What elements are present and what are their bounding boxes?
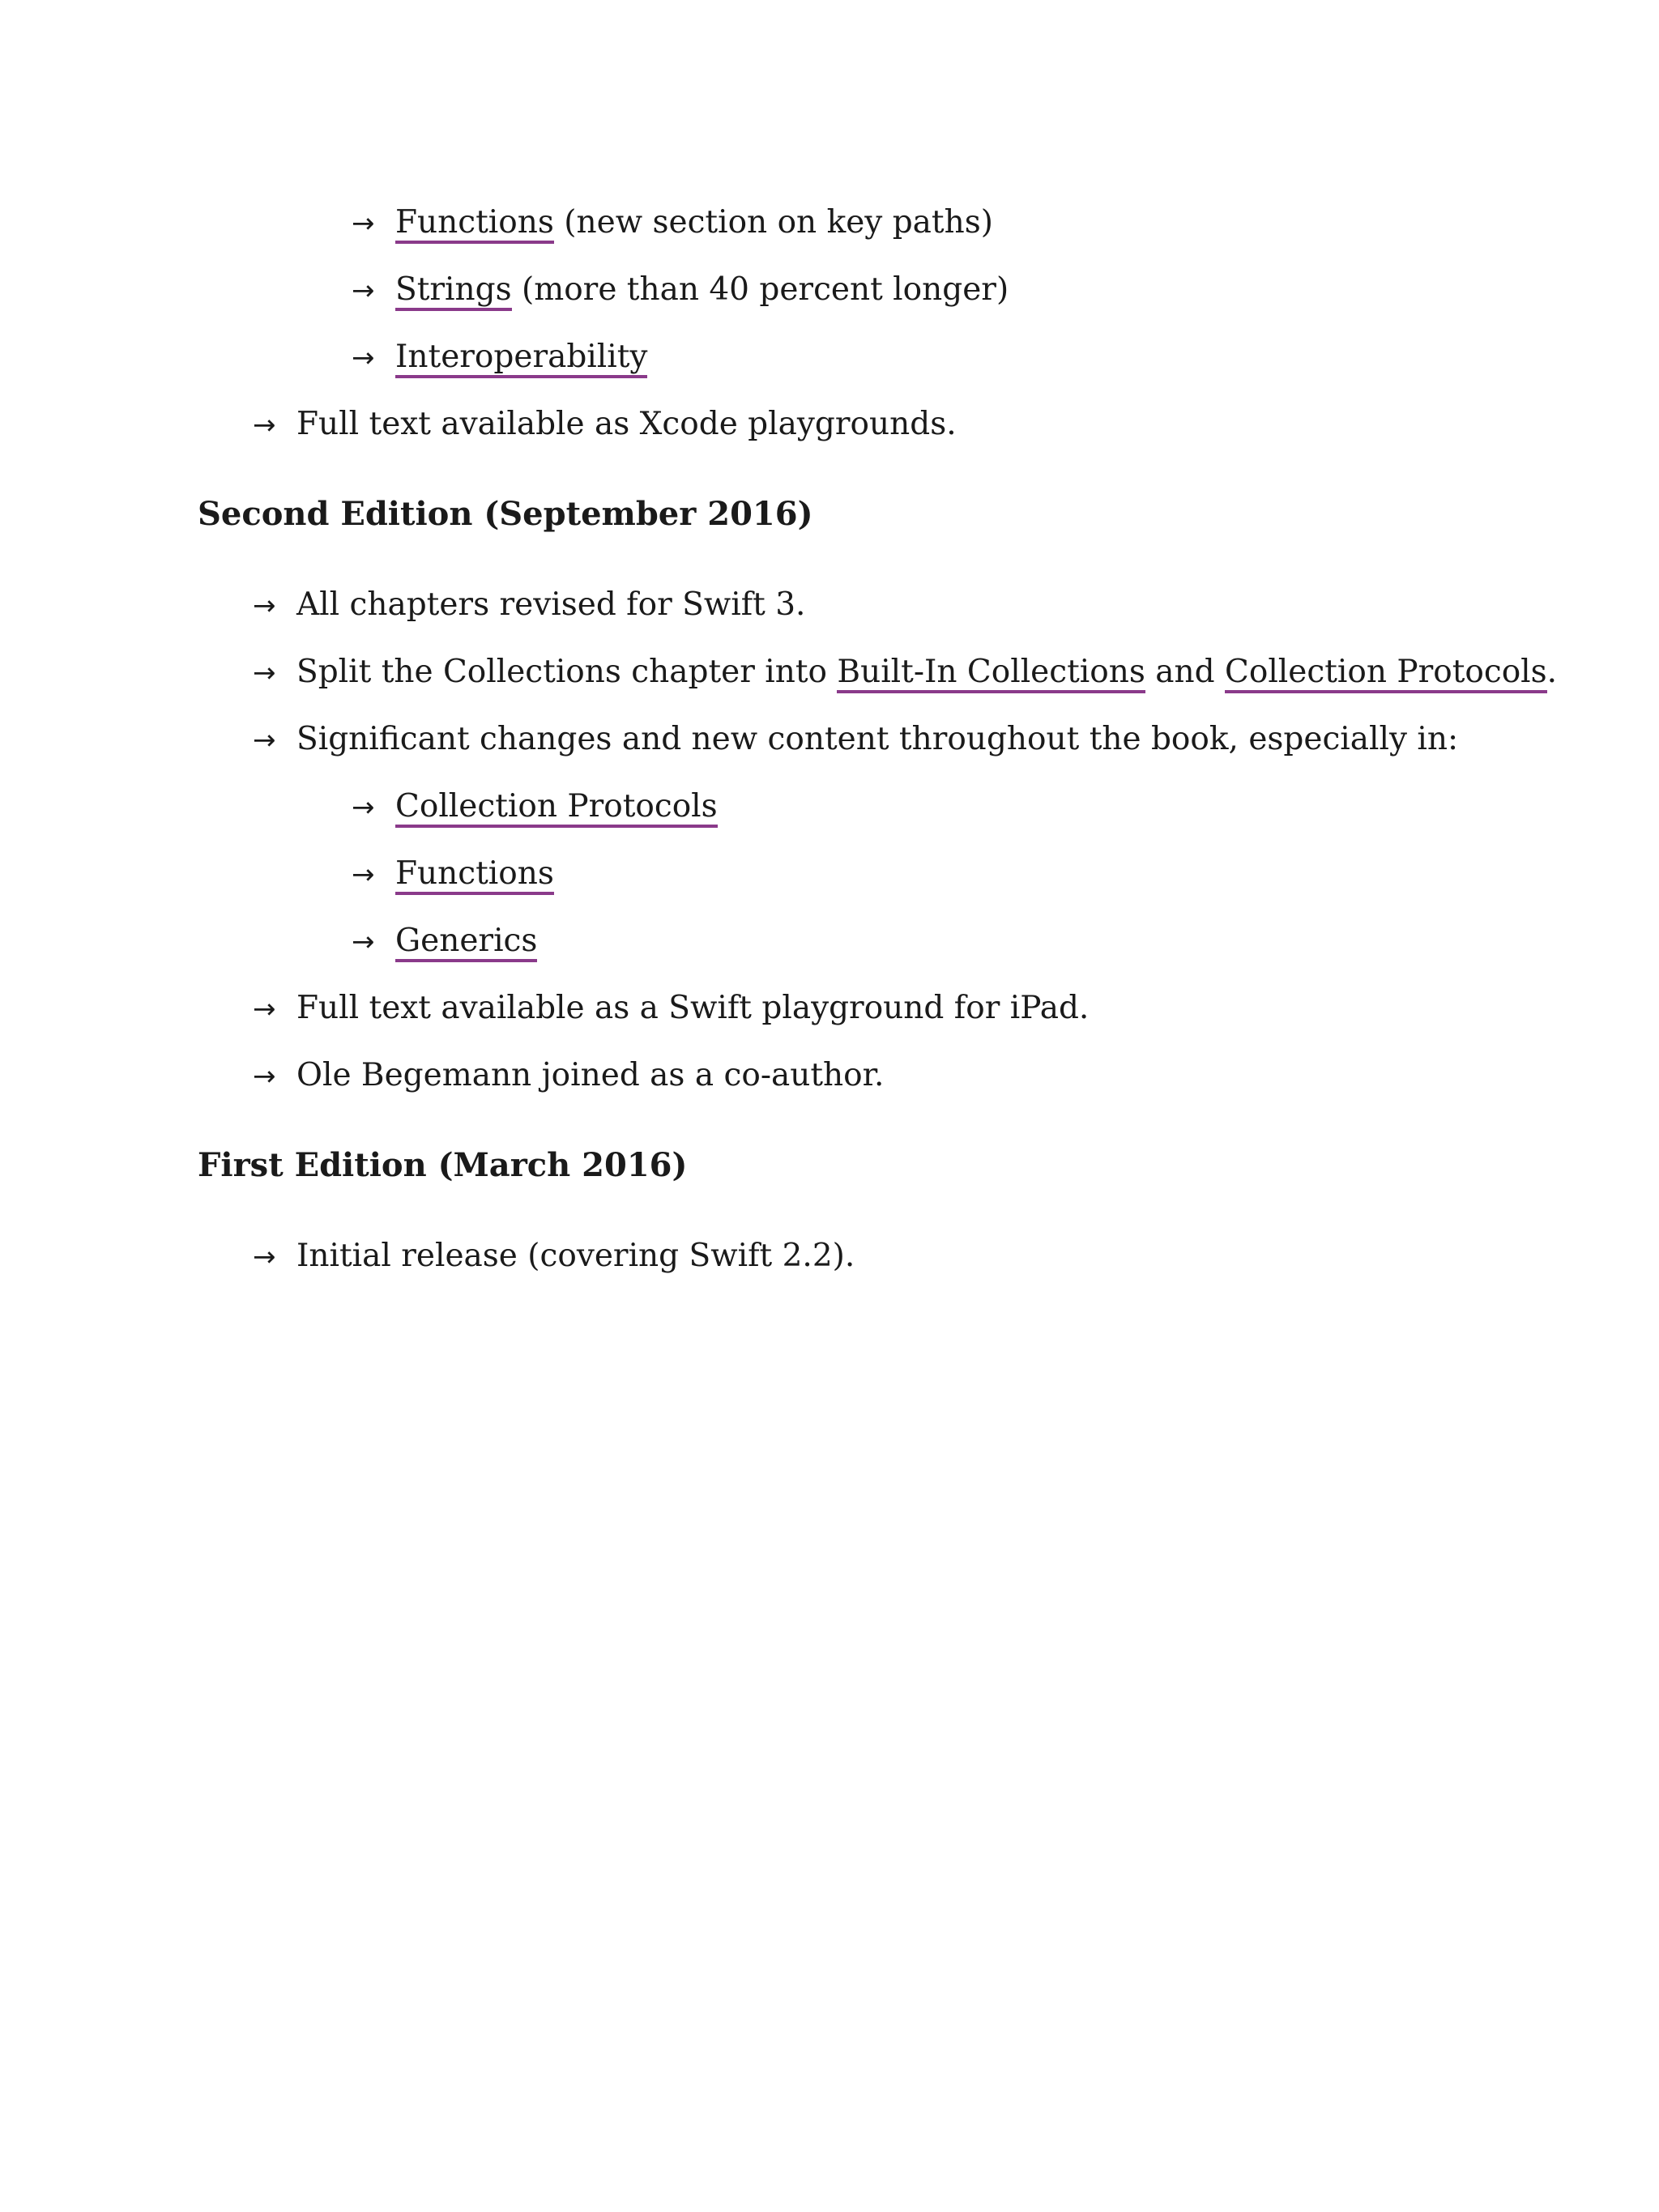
list-item (352, 921, 537, 961)
arrow-right-icon: → (352, 342, 375, 374)
item-note: (new section on key paths) (553, 204, 993, 241)
item-text: Significant changes and new content throughout the book, especially in: (296, 721, 1459, 757)
arrow-right-icon: → (352, 791, 375, 824)
arrow-right-icon: → (253, 590, 276, 622)
section-heading-first-edition: First Edition (March 2016) (198, 1146, 688, 1184)
item-text: Full text available as Xcode playgrounds. (296, 406, 957, 442)
link-built-in-collections[interactable]: Built-In Collections (837, 654, 1145, 693)
list-item (253, 1055, 884, 1096)
arrow-right-icon: → (253, 657, 276, 689)
item-text: and (1145, 654, 1226, 690)
link-generics-sub[interactable]: Generics (395, 923, 537, 962)
list-item (253, 719, 1458, 760)
link-functions[interactable]: Functions (395, 204, 554, 244)
arrow-right-icon: → (352, 207, 375, 240)
link-collection-protocols[interactable]: Collection Protocols (1225, 654, 1547, 693)
arrow-right-icon: → (352, 859, 375, 891)
list-item (352, 270, 1009, 310)
item-text: Initial release (covering Swift 2.2). (296, 1238, 855, 1274)
arrow-right-icon: → (253, 724, 276, 757)
list-item (352, 854, 554, 894)
section-heading-second-edition: Second Edition (September 2016) (198, 495, 813, 533)
item-text: Ole Begemann joined as a co-author. (296, 1057, 885, 1093)
arrow-right-icon: → (253, 1060, 276, 1093)
arrow-right-icon: → (253, 993, 276, 1025)
list-item (352, 202, 993, 243)
arrow-right-icon: → (253, 409, 276, 441)
list-item (253, 988, 1089, 1029)
link-collection-protocols-sub[interactable]: Collection Protocols (395, 788, 718, 828)
item-text: Full text available as a Swift playground for iPad. (296, 990, 1090, 1026)
link-interoperability[interactable]: Interoperability (395, 339, 647, 378)
link-strings[interactable]: Strings (395, 271, 512, 311)
arrow-right-icon: → (253, 1241, 276, 1273)
list-item (253, 585, 805, 625)
item-note: (more than 40 percent longer) (511, 271, 1009, 308)
list-item (352, 337, 647, 377)
list-item (253, 404, 957, 445)
item-text: All chapters revised for Swift 3. (296, 586, 806, 623)
arrow-right-icon: → (352, 275, 375, 307)
list-item (352, 786, 718, 827)
link-functions-sub[interactable]: Functions (395, 855, 554, 895)
list-item (253, 1236, 855, 1276)
list-item (253, 652, 1557, 693)
item-text: Split the Collections chapter into (296, 654, 838, 690)
arrow-right-icon: → (352, 926, 375, 958)
item-text: . (1546, 654, 1558, 690)
